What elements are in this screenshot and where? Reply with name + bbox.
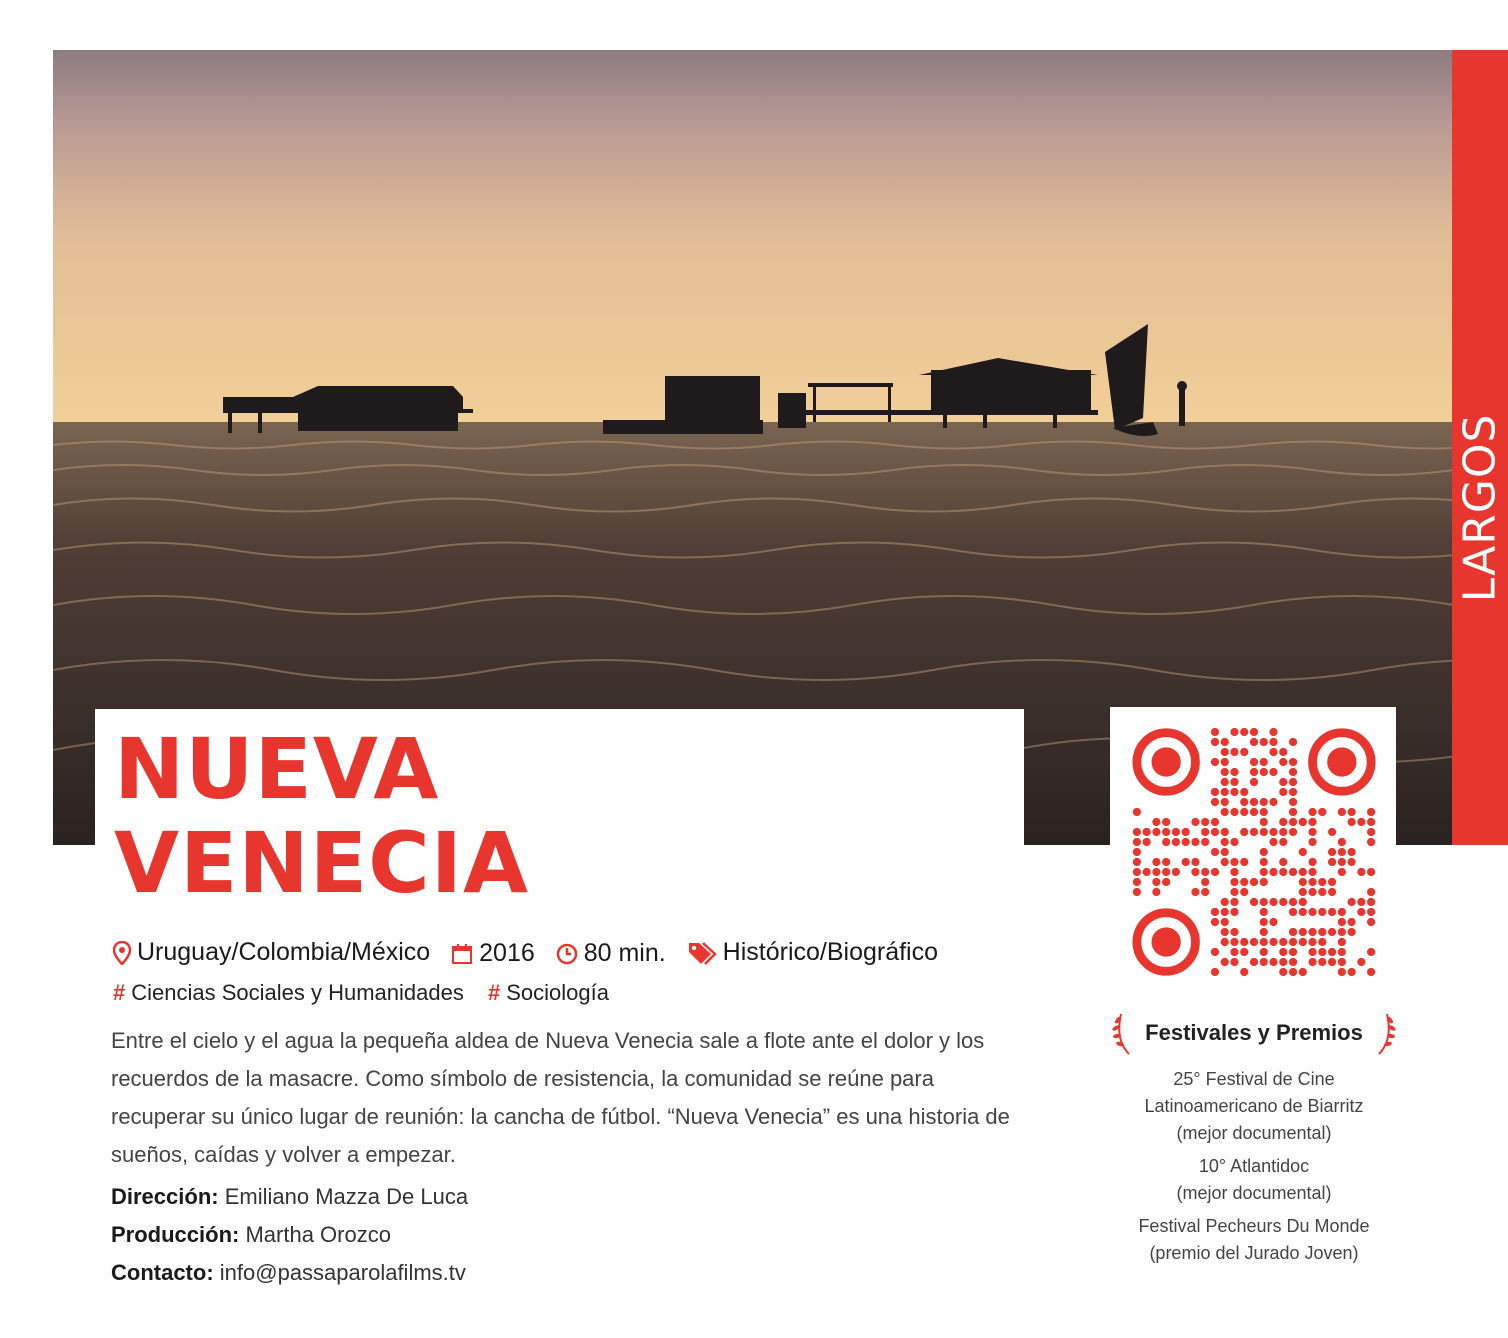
film-tags [113,980,627,1006]
qr-dot [1348,968,1356,976]
qr-dot [1279,948,1287,956]
qr-dot [1211,948,1219,956]
qr-dot [1143,868,1151,876]
credit-production: Producción: Martha Orozco [111,1222,391,1247]
qr-dot [1230,898,1238,906]
qr-dot [1221,898,1229,906]
qr-dot [1221,848,1229,856]
qr-dot [1250,898,1258,906]
qr-dot [1367,888,1375,896]
credit-contact: Contacto: info@passaparolafilms.tv [111,1260,466,1285]
qr-dot [1221,808,1229,816]
qr-dot [1308,958,1316,966]
duration-text: 80 min. [583,939,666,967]
qr-dot [1182,828,1190,836]
qr-dot [1338,868,1346,876]
qr-dot [1308,888,1316,896]
qr-dot [1240,728,1248,736]
qr-dot [1191,868,1199,876]
qr-dot [1338,858,1346,866]
film-title-line2: VENECIA [114,814,529,912]
qr-dot [1299,878,1307,886]
qr-dot [1260,958,1268,966]
laurel-right-icon [1373,1010,1397,1056]
qr-dot [1308,818,1316,826]
qr-dot [1328,828,1336,836]
qr-dot [1133,888,1141,896]
qr-dot [1221,918,1229,926]
genre-text: Histórico/Biográfico [722,938,939,966]
qr-dot [1221,778,1229,786]
qr-dot [1328,878,1336,886]
qr-dot [1182,838,1190,846]
qr-dot [1211,818,1219,826]
qr-dot [1260,908,1268,916]
qr-dot [1299,908,1307,916]
qr-dot [1250,938,1258,946]
qr-dot [1318,888,1326,896]
qr-dot [1172,838,1180,846]
qr-dot [1269,748,1277,756]
qr-dot [1318,948,1326,956]
qr-dot [1230,908,1238,916]
credit-direction: Dirección: Emiliano Mazza De Luca [111,1184,469,1209]
qr-dot [1240,938,1248,946]
film-credits [111,1178,468,1292]
qr-dot [1221,938,1229,946]
qr-dot [1289,768,1297,776]
qr-dot [1357,898,1365,906]
qr-dot [1269,938,1277,946]
qr-dot [1328,858,1336,866]
qr-dot [1191,838,1199,846]
year-text: 2016 [479,939,535,967]
qr-dot [1182,858,1190,866]
qr-dot [1338,838,1346,846]
hash-icon: # [488,980,501,1005]
qr-dot [1250,878,1258,886]
qr-dot [1299,868,1307,876]
qr-dot [1133,868,1141,876]
qr-dot [1289,868,1297,876]
qr-dot [1211,788,1219,796]
film-meta [113,938,952,972]
qr-dot [1230,868,1238,876]
qr-dot [1230,838,1238,846]
qr-dot [1260,798,1268,806]
qr-dot [1328,908,1336,916]
qr-dot [1201,868,1209,876]
qr-dot [1269,738,1277,746]
qr-dot [1289,788,1297,796]
qr-dot [1162,858,1170,866]
qr-dot [1221,788,1229,796]
qr-dot [1250,738,1258,746]
qr-dot [1162,828,1170,836]
qr-dot [1357,908,1365,916]
section-tab [1452,50,1508,845]
qr-finder-center [1152,927,1181,956]
qr-dot [1328,948,1336,956]
qr-dot [1172,828,1180,836]
qr-dot [1201,888,1209,896]
qr-dot [1230,768,1238,776]
qr-dot [1348,808,1356,816]
qr-dot [1269,828,1277,836]
qr-dot [1240,858,1248,866]
qr-dot [1221,748,1229,756]
qr-dot [1260,898,1268,906]
qr-dot [1308,838,1316,846]
qr-dot [1133,878,1141,886]
qr-dot [1299,898,1307,906]
qr-dot [1299,848,1307,856]
qr-dot [1260,868,1268,876]
meta-genre [687,938,938,967]
qr-dot [1260,818,1268,826]
qr-dot [1211,728,1219,736]
qr-dot [1221,758,1229,766]
festivals-list [1104,1066,1404,1267]
qr-dot [1201,878,1209,886]
festivals-heading: Festivales y Premios [1145,1020,1363,1045]
qr-dot [1143,838,1151,846]
qr-dot [1260,928,1268,936]
qr-dot [1289,898,1297,906]
qr-dot [1367,918,1375,926]
qr-finder-center [1152,747,1181,776]
qr-dot [1260,918,1268,926]
qr-dot [1269,958,1277,966]
qr-finder-center [1327,747,1356,776]
qr-dot [1279,898,1287,906]
qr-dot [1299,938,1307,946]
qr-dot [1230,808,1238,816]
qr-dot [1367,808,1375,816]
qr-dot [1318,938,1326,946]
qr-dot [1348,918,1356,926]
qr-dot [1367,838,1375,846]
qr-dot [1240,968,1248,976]
qr-dot [1250,768,1258,776]
qr-dot [1308,858,1316,866]
qr-dot [1289,818,1297,826]
qr-dot [1260,948,1268,956]
qr-dot [1250,798,1258,806]
qr-dot [1211,868,1219,876]
qr-dot [1221,838,1229,846]
qr-dot [1318,878,1326,886]
qr-dot [1348,858,1356,866]
qr-dot [1357,958,1365,966]
qr-code[interactable] [1110,707,1396,989]
qr-dot [1250,728,1258,736]
meta-duration [556,939,666,968]
qr-dot [1367,908,1375,916]
qr-dot [1289,758,1297,766]
qr-dot [1269,768,1277,776]
calendar-icon [451,943,473,965]
qr-dot [1133,828,1141,836]
tags-icon [687,941,717,965]
qr-dot [1211,918,1219,926]
qr-dot [1269,898,1277,906]
qr-dot [1240,798,1248,806]
qr-dot [1279,748,1287,756]
qr-dot [1230,928,1238,936]
qr-dot [1289,938,1297,946]
qr-dot [1338,938,1346,946]
qr-dot [1367,818,1375,826]
qr-dot [1269,798,1277,806]
qr-dot [1279,828,1287,836]
qr-dot [1318,908,1326,916]
qr-dot [1289,948,1297,956]
section-label: LARGOS [1454,413,1506,603]
qr-dot [1221,958,1229,966]
qr-dot [1308,938,1316,946]
qr-dot [1240,828,1248,836]
qr-dot [1338,958,1346,966]
qr-dot [1279,858,1287,866]
qr-dot [1230,878,1238,886]
contact-email-link[interactable]: info@passaparolafilms.tv [219,1260,466,1285]
qr-dot [1240,808,1248,816]
tag-item[interactable]: # Sociología [488,980,609,1005]
qr-dot [1289,908,1297,916]
qr-dot [1308,908,1316,916]
qr-dot [1162,838,1170,846]
qr-dot [1279,818,1287,826]
qr-dot [1152,878,1160,886]
qr-dot [1289,968,1297,976]
qr-dot [1221,928,1229,936]
festival-item: 10° Atlantidoc (mejor documental) [1176,1156,1332,1203]
qr-dot [1269,918,1277,926]
qr-dot [1162,818,1170,826]
qr-dot [1260,938,1268,946]
map-pin-icon [113,941,131,965]
qr-dot [1201,818,1209,826]
qr-dot [1250,958,1258,966]
film-synopsis: Entre el cielo y el agua la pequeña aldea de Nueva Venecia sale a flote ante el dolor y los recuerdos de la masacre. Como símbolo de resistencia, la comunidad se reúne para recuperar su único lugar de reunión: la cancha de fútbol. “Nueva Venecia” es una historia de sueños, caídas y volver a empezar. [111,1028,1010,1167]
qr-dot [1289,808,1297,816]
qr-dot [1367,898,1375,906]
qr-dot [1279,838,1287,846]
qr-dot [1299,968,1307,976]
festival-item: 25° Festival de Cine Latinoamericano de Biarritz (mejor documental) [1144,1069,1364,1143]
qr-dot [1289,958,1297,966]
qr-dot [1260,848,1268,856]
qr-dot [1308,828,1316,836]
meta-year [451,939,535,968]
tag-item[interactable]: # Ciencias Sociales y Humanidades [113,980,464,1005]
qr-dot [1308,808,1316,816]
qr-dot [1279,788,1287,796]
qr-dot [1133,848,1141,856]
qr-dot [1260,758,1268,766]
country-text: Uruguay/Colombia/México [137,938,431,966]
hash-icon: # [113,980,126,1005]
qr-dot [1308,868,1316,876]
qr-dot [1318,808,1326,816]
qr-dot [1152,868,1160,876]
qr-dot [1201,828,1209,836]
qr-dot [1201,838,1209,846]
qr-dot [1269,838,1277,846]
qr-dot [1338,848,1346,856]
qr-dot [1133,808,1141,816]
qr-dot [1260,738,1268,746]
qr-dot [1318,928,1326,936]
film-title-line1: NUEVA [114,720,440,818]
qr-dot [1348,818,1356,826]
qr-dot [1279,778,1287,786]
qr-dot [1338,948,1346,956]
qr-dot [1211,738,1219,746]
qr-dot [1191,818,1199,826]
qr-dot [1152,828,1160,836]
qr-dot [1152,818,1160,826]
qr-dot [1240,788,1248,796]
qr-dot [1211,828,1219,836]
qr-dot [1221,828,1229,836]
qr-dot [1367,868,1375,876]
qr-dot [1230,748,1238,756]
qr-dot [1250,778,1258,786]
festival-item: Festival Pecheurs Du Monde (premio del Jurado Joven) [1138,1216,1370,1263]
qr-dot [1260,878,1268,886]
qr-dot [1230,788,1238,796]
qr-dot [1367,968,1375,976]
qr-dot [1299,818,1307,826]
qr-dot [1230,938,1238,946]
qr-dot [1191,888,1199,896]
qr-dot [1348,898,1356,906]
qr-dot [1211,758,1219,766]
qr-dot [1289,928,1297,936]
qr-dot [1338,968,1346,976]
qr-dot [1279,958,1287,966]
qr-dot [1221,738,1229,746]
qr-dot [1230,888,1238,896]
qr-dot [1338,808,1346,816]
qr-dot [1367,948,1375,956]
qr-dot [1240,878,1248,886]
qr-dot [1221,768,1229,776]
qr-dot [1250,828,1258,836]
qr-dot [1308,878,1316,886]
qr-dot [1230,948,1238,956]
qr-dot [1308,928,1316,936]
qr-dot [1162,878,1170,886]
qr-dot [1230,728,1238,736]
qr-dot [1250,758,1258,766]
qr-dot [1260,768,1268,776]
qr-dot [1328,848,1336,856]
festivals-panel [1104,1008,1404,1273]
laurel-left-icon [1111,1010,1135,1056]
qr-dot [1338,918,1346,926]
qr-dot [1299,888,1307,896]
qr-dot [1230,778,1238,786]
qr-dot [1133,838,1141,846]
qr-dot [1240,948,1248,956]
qr-dot [1289,798,1297,806]
qr-dot [1260,808,1268,816]
qr-dot [1250,808,1258,816]
qr-dot [1133,858,1141,866]
festivals-header [1104,1008,1404,1058]
qr-dot [1221,798,1229,806]
qr-dot [1211,968,1219,976]
qr-dot [1240,888,1248,896]
qr-dot [1143,828,1151,836]
qr-dot [1348,848,1356,856]
qr-dot [1357,818,1365,826]
qr-dot [1328,958,1336,966]
qr-dot [1211,908,1219,916]
qr-dot [1211,798,1219,806]
qr-dot [1191,858,1199,866]
clock-icon [556,943,578,965]
qr-dot [1308,948,1316,956]
qr-dot [1338,928,1346,936]
qr-code-icon [1132,727,1376,977]
qr-dot [1279,868,1287,876]
qr-dot [1260,828,1268,836]
qr-dot [1279,938,1287,946]
qr-dot [1318,958,1326,966]
film-title [114,722,529,910]
qr-dot [1221,908,1229,916]
qr-dot [1269,868,1277,876]
qr-dot [1338,908,1346,916]
qr-dot [1279,968,1287,976]
qr-dot [1211,848,1219,856]
qr-dot [1357,868,1365,876]
qr-dot [1289,828,1297,836]
qr-dot [1260,858,1268,866]
qr-dot [1230,958,1238,966]
qr-dot [1162,868,1170,876]
qr-dot [1328,888,1336,896]
qr-dot [1279,758,1287,766]
qr-dot [1348,928,1356,936]
qr-dot [1230,858,1238,866]
qr-dot [1152,888,1160,896]
qr-dot [1289,738,1297,746]
meta-country [113,938,430,967]
qr-dot [1240,748,1248,756]
qr-dot [1269,728,1277,736]
qr-dot [1367,828,1375,836]
qr-dot [1221,858,1229,866]
qr-dot [1328,928,1336,936]
qr-dot [1289,778,1297,786]
qr-dot [1299,928,1307,936]
qr-dot [1172,868,1180,876]
qr-dot [1152,858,1160,866]
